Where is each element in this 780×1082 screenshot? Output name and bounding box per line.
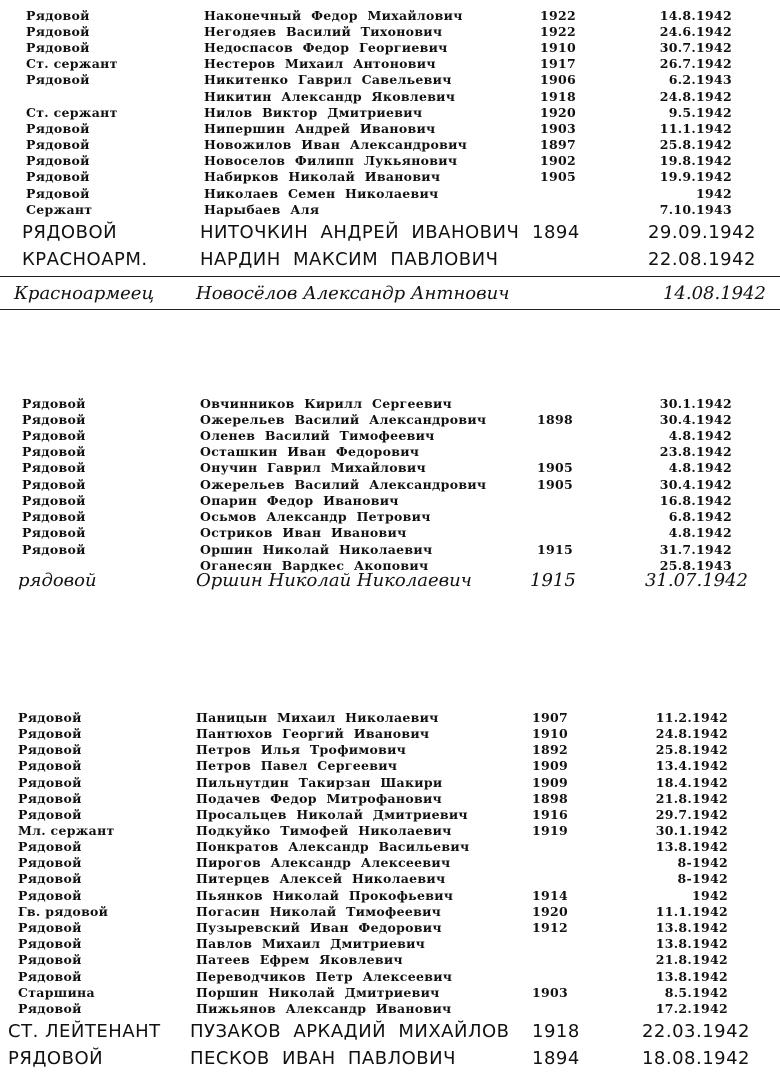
list-row	[0, 807, 780, 823]
death-date: 26.7.1942	[659, 56, 732, 71]
list-row	[0, 855, 780, 871]
death-date: 16.8.1942	[659, 493, 732, 508]
full-name: Понкратов Александр Васильевич	[196, 839, 470, 854]
list-row	[0, 153, 780, 169]
rank: Рядовой	[26, 186, 90, 201]
full-name: Остриков Иван Иванович	[200, 525, 407, 540]
death-date: 19.9.1942	[659, 169, 732, 184]
full-name: Пижьянов Александр Иванович	[196, 1001, 452, 1016]
birth-year: 1894	[532, 1048, 580, 1069]
rank: Рядовой	[22, 542, 86, 557]
rank: Рядовой	[22, 444, 86, 459]
rank: Рядовой	[26, 137, 90, 152]
birth-year: 1897	[540, 137, 576, 152]
death-date: 24.8.1942	[659, 89, 732, 104]
list-row	[0, 871, 780, 887]
list-row	[0, 710, 780, 726]
list-row	[0, 888, 780, 904]
death-date: 25.8.1943	[659, 558, 732, 573]
death-date: 30.4.1942	[659, 477, 732, 492]
rank: Рядовой	[22, 477, 86, 492]
birth-year: 1898	[532, 791, 568, 806]
list-row	[0, 72, 780, 88]
list-row	[0, 121, 780, 137]
death-date: 30.7.1942	[659, 40, 732, 55]
death-date: 4.8.1942	[668, 428, 732, 443]
full-name: ПЕСКОВ ИВАН ПАВЛОВИЧ	[190, 1048, 456, 1069]
full-name: Петров Павел Сергеевич	[196, 758, 398, 773]
full-name: Осташкин Иван Федорович	[200, 444, 420, 459]
birth-year: 1918	[532, 1021, 580, 1042]
rank: Рядовой	[18, 839, 82, 854]
list-row	[0, 542, 780, 558]
death-date: 24.6.1942	[659, 24, 732, 39]
rank: Рядовой	[22, 509, 86, 524]
full-name: Набирков Николай Иванович	[204, 169, 441, 184]
list-row	[0, 8, 780, 24]
full-name: Пильнутдин Такирзан Шакири	[196, 775, 443, 790]
rank: Рядовой	[26, 24, 90, 39]
death-date: 4.8.1942	[668, 525, 732, 540]
list-row	[0, 493, 780, 509]
full-name: Никитин Александр Яковлевич	[204, 89, 456, 104]
rank: Рядовой	[18, 807, 82, 822]
birth-year: 1902	[540, 153, 576, 168]
death-date: 13.8.1942	[655, 839, 728, 854]
death-date: 8-1942	[677, 855, 728, 870]
death-date: 23.8.1942	[659, 444, 732, 459]
full-name: Павлов Михаил Дмитриевич	[196, 936, 426, 951]
death-date: 18.08.1942	[641, 1048, 750, 1069]
full-name: Пьянков Николай Прокофьевич	[196, 888, 454, 903]
rank: Рядовой	[18, 758, 82, 773]
rank: Рядовой	[22, 493, 86, 508]
list-row	[0, 137, 780, 153]
death-date: 17.2.1942	[655, 1001, 728, 1016]
list-row	[0, 509, 780, 525]
death-date: 8-1942	[677, 871, 728, 886]
birth-year: 1916	[532, 807, 568, 822]
birth-year: 1910	[540, 40, 576, 55]
list-row	[0, 823, 780, 839]
birth-year: 1909	[532, 775, 568, 790]
full-name: Пирогов Александр Алексеевич	[196, 855, 451, 870]
birth-year: 1919	[532, 823, 568, 838]
birth-year: 1918	[540, 89, 576, 104]
full-name: Никитенко Гаврил Савельевич	[204, 72, 452, 87]
list-row	[0, 105, 780, 121]
birth-year: 1917	[540, 56, 576, 71]
death-date: 11.1.1942	[659, 121, 732, 136]
death-date: 8.5.1942	[664, 985, 728, 1000]
birth-year: 1905	[537, 460, 573, 475]
full-name: Негодяев Василий Тихонович	[204, 24, 443, 39]
death-date: 11.1.1942	[655, 904, 728, 919]
rank: Ст. сержант	[26, 105, 118, 120]
divider	[0, 276, 780, 277]
list-row	[0, 202, 780, 218]
rank: РЯДОВОЙ	[22, 222, 118, 243]
full-name: Погасин Николай Тимофеевич	[196, 904, 442, 919]
full-name: Ожерельев Василий Александрович	[200, 412, 487, 427]
rank: Рядовой	[18, 871, 82, 886]
handwritten-row	[0, 1021, 780, 1045]
full-name: Оршин Николай Николаевич	[200, 542, 433, 557]
death-date: 25.8.1942	[655, 742, 728, 757]
full-name: Просальцев Николай Дмитриевич	[196, 807, 468, 822]
list-row	[0, 444, 780, 460]
rank: Гв. рядовой	[18, 904, 109, 919]
birth-year: 1909	[532, 758, 568, 773]
rank: Рядовой	[18, 742, 82, 757]
full-name: Пузыревский Иван Федорович	[196, 920, 442, 935]
birth-year: 1920	[532, 904, 568, 919]
list-row	[0, 775, 780, 791]
full-name: Недоспасов Федор Георгиевич	[204, 40, 448, 55]
birth-year: 1920	[540, 105, 576, 120]
rank: Рядовой	[26, 121, 90, 136]
list-row	[0, 742, 780, 758]
list-row	[0, 477, 780, 493]
list-row	[0, 40, 780, 56]
death-date: 14.8.1942	[659, 8, 732, 23]
birth-year: 1922	[540, 8, 576, 23]
list-row	[0, 56, 780, 72]
full-name: Нестеров Михаил Антонович	[204, 56, 436, 71]
birth-year: 1894	[532, 222, 580, 243]
death-date: 29.09.1942	[647, 222, 756, 243]
death-date: 18.4.1942	[655, 775, 728, 790]
full-name: Нипершин Андрей Иванович	[204, 121, 436, 136]
full-name: Новожилов Иван Александрович	[204, 137, 468, 152]
full-name: Новосёлов Александр Антнович	[196, 283, 510, 304]
list-row	[0, 460, 780, 476]
birth-year: 1892	[532, 742, 568, 757]
list-row	[0, 920, 780, 936]
list-row	[0, 758, 780, 774]
list-row	[0, 969, 780, 985]
list-row	[0, 1001, 780, 1017]
list-row	[0, 952, 780, 968]
death-date: 22.03.1942	[641, 1021, 750, 1042]
death-date: 30.1.1942	[659, 396, 732, 411]
full-name: Подкуйко Тимофей Николаевич	[196, 823, 452, 838]
list-row	[0, 24, 780, 40]
full-name: Переводчиков Петр Алексеевич	[196, 969, 453, 984]
birth-year: 1903	[532, 985, 568, 1000]
full-name: Оршин Николай Николаевич	[196, 570, 472, 591]
birth-year: 1922	[540, 24, 576, 39]
rank: КРАСНОАРМ.	[22, 249, 148, 270]
full-name: Николаев Семен Николаевич	[204, 186, 439, 201]
cursive-row	[0, 570, 780, 594]
death-date: 30.1.1942	[655, 823, 728, 838]
rank: Рядовой	[22, 428, 86, 443]
death-date: 14.08.1942	[662, 283, 766, 304]
full-name: НИТОЧКИН АНДРЕЙ ИВАНОВИЧ	[200, 222, 520, 243]
death-date: 7.10.1943	[659, 202, 732, 217]
rank: Рядовой	[18, 936, 82, 951]
death-date: 13.8.1942	[655, 936, 728, 951]
death-date: 1942	[696, 186, 732, 201]
death-date: 4.8.1942	[668, 460, 732, 475]
rank: Рядовой	[22, 396, 86, 411]
rank: Ст. сержант	[26, 56, 118, 71]
birth-year: 1903	[540, 121, 576, 136]
death-date: 21.8.1942	[655, 791, 728, 806]
rank: Мл. сержант	[18, 823, 115, 838]
full-name: НАРДИН МАКСИМ ПАВЛОВИЧ	[200, 249, 499, 270]
rank: Рядовой	[26, 40, 90, 55]
birth-year: 1915	[537, 542, 573, 557]
death-date: 22.08.1942	[647, 249, 756, 270]
death-date: 13.8.1942	[655, 969, 728, 984]
list-row	[0, 412, 780, 428]
rank: рядовой	[18, 570, 97, 591]
list-row	[0, 169, 780, 185]
list-row	[0, 791, 780, 807]
list-row	[0, 904, 780, 920]
death-date: 6.8.1942	[668, 509, 732, 524]
rank: Рядовой	[22, 412, 86, 427]
rank: Сержант	[26, 202, 93, 217]
rank: Рядовой	[22, 525, 86, 540]
list-row	[0, 839, 780, 855]
rank: Рядовой	[18, 1001, 82, 1016]
death-date: 25.8.1942	[659, 137, 732, 152]
death-date: 1942	[692, 888, 728, 903]
death-date: 13.4.1942	[655, 758, 728, 773]
divider	[0, 309, 780, 310]
full-name: Пантюхов Георгий Иванович	[196, 726, 430, 741]
rank: Красноармеец	[14, 283, 155, 304]
list-row	[0, 89, 780, 105]
rank: Рядовой	[18, 775, 82, 790]
birth-year: 1915	[530, 570, 576, 591]
rank: Рядовой	[18, 855, 82, 870]
rank: Рядовой	[26, 72, 90, 87]
handwritten-row	[0, 1048, 780, 1072]
full-name: Патеев Ефрем Яковлевич	[196, 952, 403, 967]
list-row	[0, 186, 780, 202]
full-name: Овчинников Кирилл Сергеевич	[200, 396, 453, 411]
full-name: Ожерельев Василий Александрович	[200, 477, 487, 492]
rank: РЯДОВОЙ	[8, 1048, 104, 1069]
birth-year: 1906	[540, 72, 576, 87]
birth-year: 1905	[537, 477, 573, 492]
cursive-row	[0, 283, 780, 307]
full-name: Онучин Гаврил Михайлович	[200, 460, 426, 475]
handwritten-row	[0, 222, 780, 246]
birth-year: 1912	[532, 920, 568, 935]
death-date: 30.4.1942	[659, 412, 732, 427]
full-name: Новоселов Филипп Лукьянович	[204, 153, 458, 168]
death-date: 13.8.1942	[655, 920, 728, 935]
full-name: Осьмов Александр Петрович	[200, 509, 431, 524]
list-row	[0, 985, 780, 1001]
rank: Рядовой	[18, 888, 82, 903]
rank: Рядовой	[18, 710, 82, 725]
full-name: Нарыбаев Аля	[204, 202, 320, 217]
death-date: 29.7.1942	[655, 807, 728, 822]
birth-year: 1910	[532, 726, 568, 741]
birth-year: 1905	[540, 169, 576, 184]
birth-year: 1914	[532, 888, 568, 903]
full-name: Опарин Федор Иванович	[200, 493, 399, 508]
full-name: Наконечный Федор Михайлович	[204, 8, 463, 23]
rank: Рядовой	[26, 153, 90, 168]
full-name: Петров Илья Трофимович	[196, 742, 407, 757]
rank: Рядовой	[18, 791, 82, 806]
rank: Рядовой	[18, 969, 82, 984]
death-date: 19.8.1942	[659, 153, 732, 168]
list-row	[0, 525, 780, 541]
rank: Рядовой	[22, 460, 86, 475]
list-row	[0, 428, 780, 444]
death-date: 9.5.1942	[668, 105, 732, 120]
full-name: ПУЗАКОВ АРКАДИЙ МИХАЙЛОВ	[190, 1021, 510, 1042]
list-row	[0, 396, 780, 412]
list-row	[0, 726, 780, 742]
rank: Старшина	[18, 985, 95, 1000]
full-name: Подачев Федор Митрофанович	[196, 791, 442, 806]
full-name: Поршин Николай Дмитриевич	[196, 985, 440, 1000]
death-date: 24.8.1942	[655, 726, 728, 741]
rank: Рядовой	[26, 169, 90, 184]
death-date: 11.2.1942	[655, 710, 728, 725]
list-row	[0, 936, 780, 952]
death-date: 31.07.1942	[644, 570, 748, 591]
full-name: Паницын Михаил Николаевич	[196, 710, 439, 725]
rank: Рядовой	[18, 920, 82, 935]
birth-year: 1898	[537, 412, 573, 427]
full-name: Оганесян Вардкес Акопович	[200, 558, 429, 573]
full-name: Питерцев Алексей Николаевич	[196, 871, 446, 886]
full-name: Оленев Василий Тимофеевич	[200, 428, 435, 443]
rank: Рядовой	[18, 726, 82, 741]
rank: Рядовой	[26, 8, 90, 23]
rank: Рядовой	[18, 952, 82, 967]
death-date: 6.2.1943	[668, 72, 732, 87]
handwritten-row	[0, 249, 780, 273]
death-date: 21.8.1942	[655, 952, 728, 967]
death-date: 31.7.1942	[659, 542, 732, 557]
full-name: Нилов Виктор Дмитриевич	[204, 105, 423, 120]
rank: СТ. ЛЕЙТЕНАНТ	[8, 1021, 161, 1042]
birth-year: 1907	[532, 710, 568, 725]
